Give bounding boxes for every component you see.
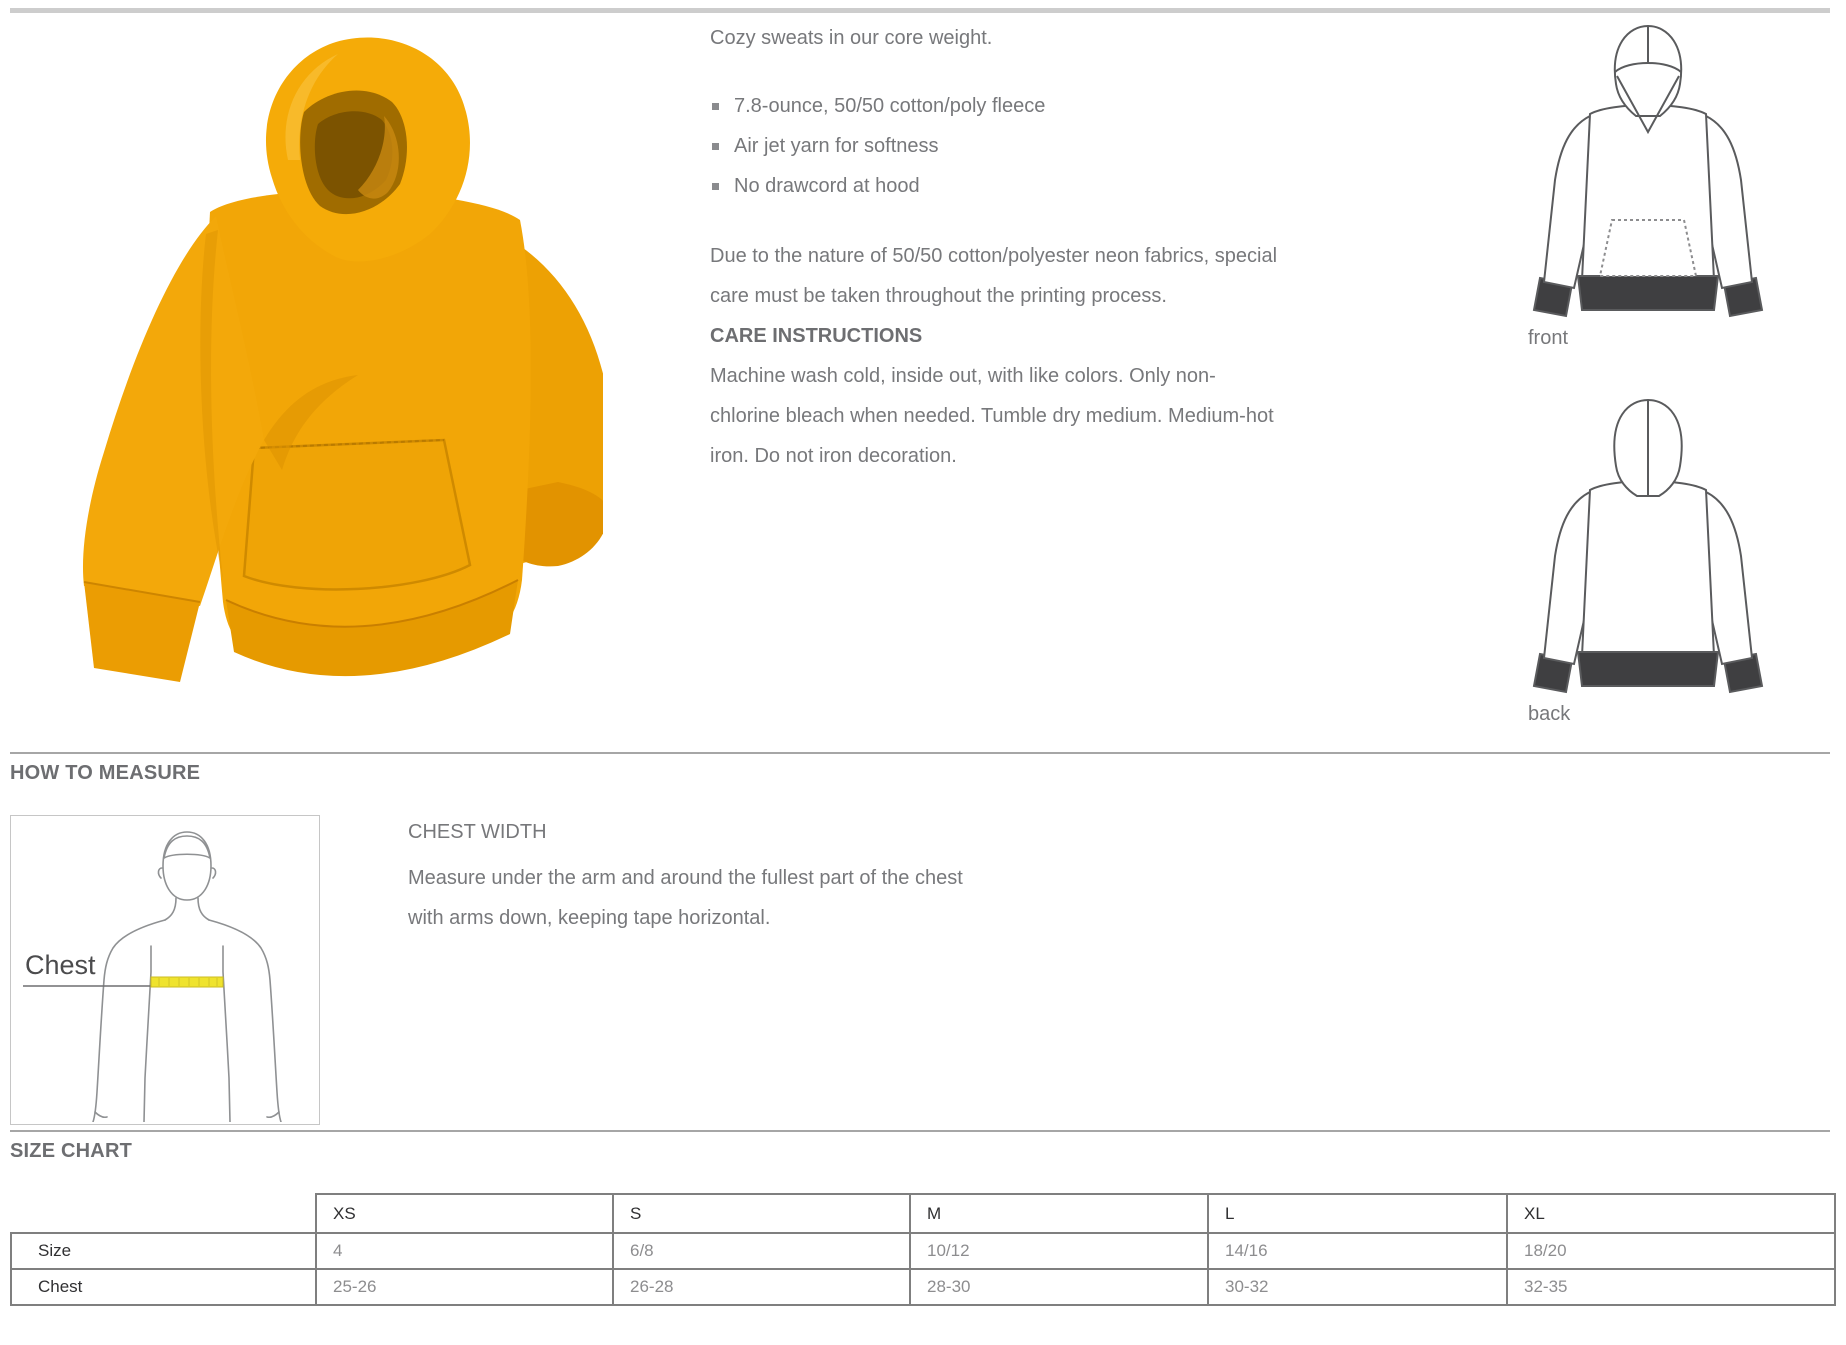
feature-text: No drawcord at hood: [734, 175, 920, 197]
size-column-header: M: [910, 1194, 1208, 1233]
care-instructions-text: Machine wash cold, inside out, with like colors. Only non-chlorine bleach when needed. Tumble dry medium. Medium-hot iron. Do not iron decoration.: [710, 365, 1274, 467]
chest-value: 28-30: [910, 1269, 1208, 1305]
square-bullet-icon: [712, 183, 719, 190]
square-bullet-icon: [712, 103, 719, 110]
top-divider-bar: [10, 8, 1830, 13]
size-value: 18/20: [1507, 1233, 1835, 1269]
chest-measure-figure: [11, 816, 317, 1122]
product-description: [710, 18, 1285, 476]
product-photo[interactable]: [58, 20, 603, 690]
measure-diagram: [10, 815, 320, 1125]
gold-hoodie-image: [58, 20, 603, 690]
section-divider: [10, 752, 1830, 754]
front-hoodie-drawing: [1528, 18, 1768, 318]
table-row-chest: [11, 1269, 1835, 1305]
chest-value: 30-32: [1208, 1269, 1507, 1305]
chest-diagram-label: Chest: [25, 950, 96, 980]
chest-value: 26-28: [613, 1269, 910, 1305]
size-chart-header-row: [11, 1194, 1835, 1233]
size-column-header: XL: [1507, 1194, 1835, 1233]
chest-width-text: Measure under the arm and around the fullest part of the chest with arms down, keeping tape horizontal.: [408, 867, 963, 929]
size-chart-heading: SIZE CHART: [10, 1140, 132, 1162]
feature-item: [710, 86, 1285, 126]
product-intro: Cozy sweats in our core weight.: [710, 27, 993, 49]
size-chart-table: [10, 1193, 1836, 1306]
how-to-measure-heading: HOW TO MEASURE: [10, 762, 201, 784]
size-column-header: XS: [316, 1194, 613, 1233]
row-label: Size: [11, 1233, 316, 1269]
section-divider: [10, 1130, 1830, 1132]
feature-item: [710, 126, 1285, 166]
chest-value: 32-35: [1507, 1269, 1835, 1305]
feature-text: Air jet yarn for softness: [734, 135, 939, 157]
feature-text: 7.8-ounce, 50/50 cotton/poly fleece: [734, 95, 1046, 117]
back-view-label: back: [1528, 703, 1571, 725]
size-column-header: L: [1208, 1194, 1507, 1233]
size-value: 10/12: [910, 1233, 1208, 1269]
back-hoodie-drawing: [1528, 394, 1768, 694]
printing-note: Due to the nature of 50/50 cotton/polyester neon fabrics, special care must be taken throughout the printing process.: [710, 245, 1278, 307]
chest-width-copy: [408, 818, 1003, 938]
size-chart-corner-cell: [11, 1194, 316, 1233]
chest-value: 25-26: [316, 1269, 613, 1305]
size-column-header: S: [613, 1194, 910, 1233]
front-view-label: front: [1528, 327, 1569, 349]
front-view-thumbnail[interactable]: [1528, 18, 1778, 350]
feature-list: [710, 86, 1285, 206]
chest-width-title: CHEST WIDTH: [408, 821, 547, 843]
table-row-size: [11, 1233, 1835, 1269]
size-value: 14/16: [1208, 1233, 1507, 1269]
feature-item: [710, 166, 1285, 206]
square-bullet-icon: [712, 143, 719, 150]
care-instructions-heading: CARE INSTRUCTIONS: [710, 325, 923, 347]
row-label: Chest: [11, 1269, 316, 1305]
size-value: 4: [316, 1233, 613, 1269]
garment-views: [1528, 18, 1778, 726]
size-value: 6/8: [613, 1233, 910, 1269]
back-view-thumbnail[interactable]: [1528, 394, 1778, 726]
